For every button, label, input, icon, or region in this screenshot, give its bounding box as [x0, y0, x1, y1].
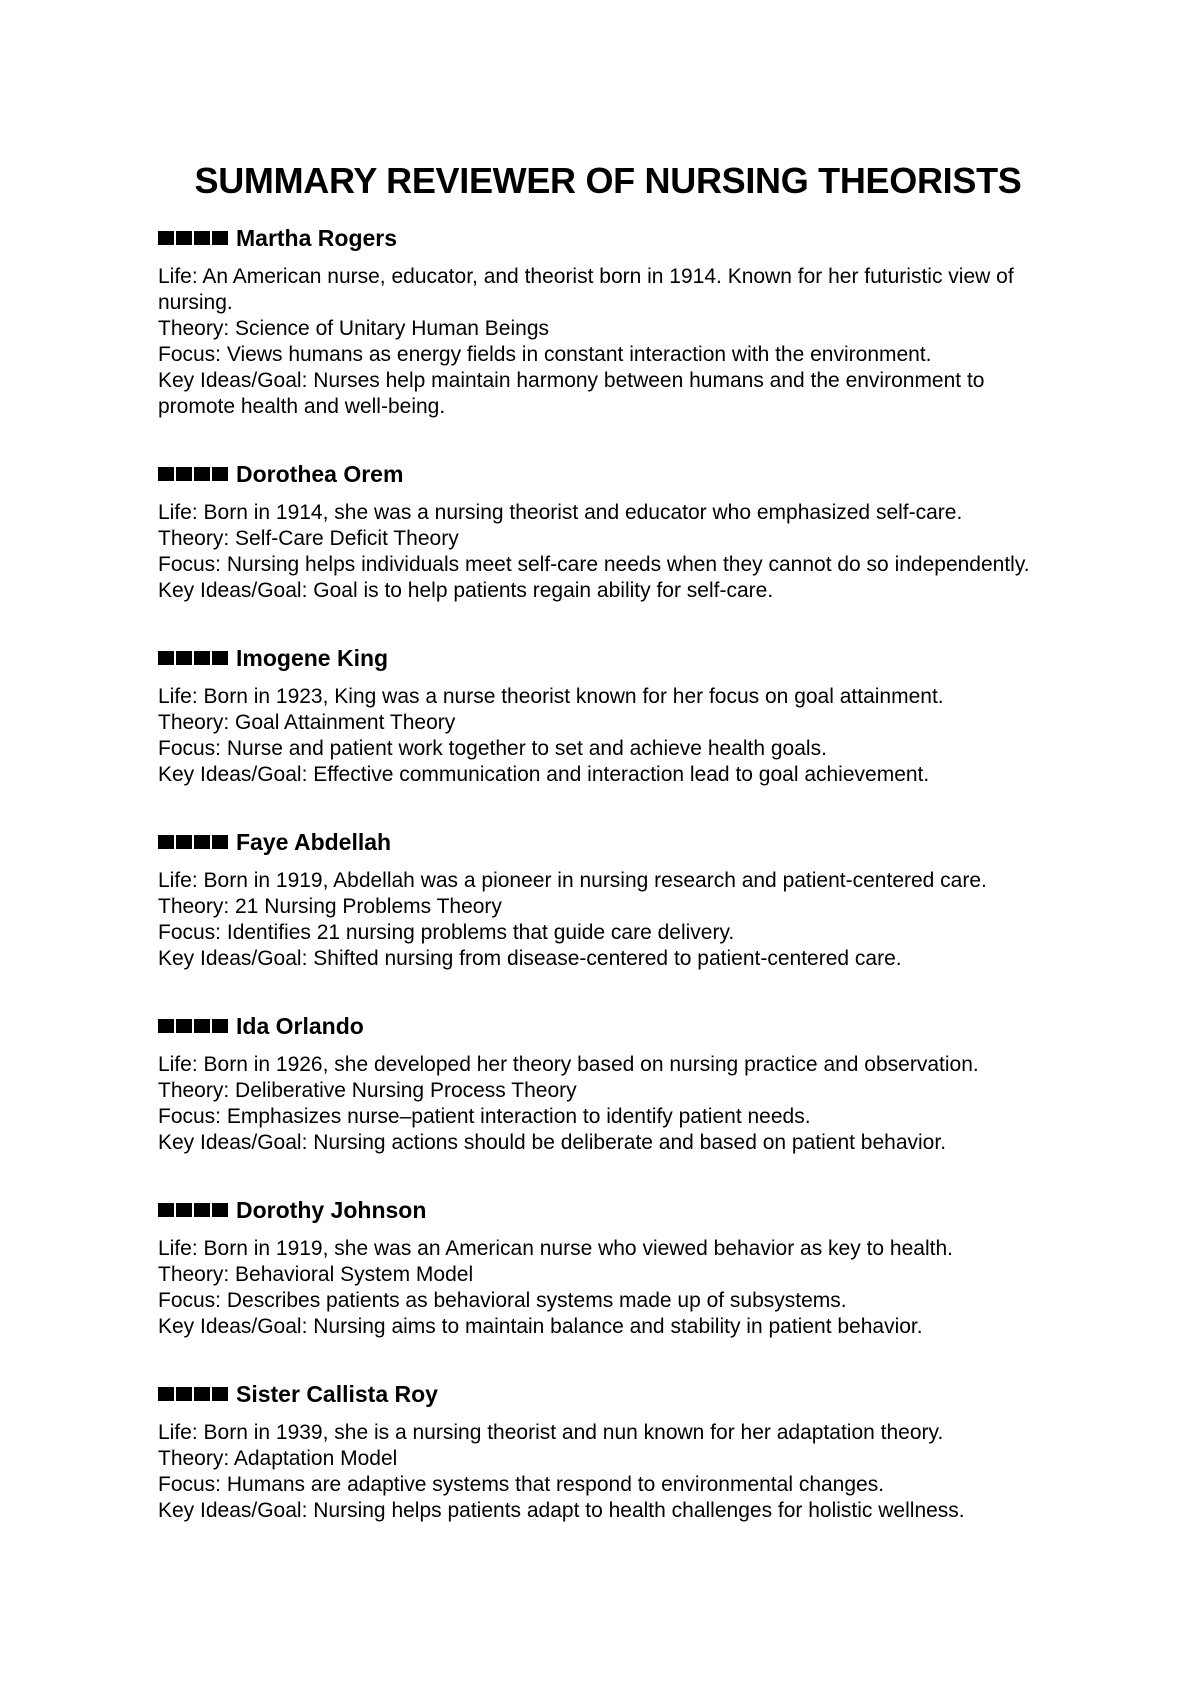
theorist-life: Life: Born in 1919, she was an American nurse who viewed behavior as key to health. — [158, 1237, 953, 1260]
heading-marker-icon — [158, 467, 228, 481]
theorist-theory: Theory: Deliberative Nursing Process Theory — [158, 1079, 577, 1102]
theorist-key-ideas: Key Ideas/Goal: Nursing aims to maintain balance and stability in patient behavior. — [158, 1315, 923, 1338]
theorist-focus: Focus: Describes patients as behavioral systems made up of subsystems. — [158, 1289, 847, 1312]
theorist-name: Ida Orlando — [236, 1012, 364, 1039]
theorist-life: Life: Born in 1926, she developed her theory based on nursing practice and observation. — [158, 1053, 979, 1076]
theorist-life: Life: An American nurse, educator, and theorist born in 1914. Known for her futuristic view of nursing. — [158, 265, 1014, 314]
theorist-section — [158, 1380, 1058, 1524]
theorist-heading — [158, 460, 1058, 488]
theorist-heading — [158, 644, 1058, 672]
theorist-name: Dorothy Johnson — [236, 1196, 427, 1223]
theorist-name: Imogene King — [236, 644, 389, 671]
theorist-key-ideas: Key Ideas/Goal: Shifted nursing from disease-centered to patient-centered care. — [158, 947, 902, 970]
theorist-theory: Theory: Science of Unitary Human Beings — [158, 317, 550, 340]
theorist-heading — [158, 1012, 1058, 1040]
theorist-key-ideas: Key Ideas/Goal: Effective communication and interaction lead to goal achievement. — [158, 763, 930, 786]
heading-marker-icon — [158, 231, 228, 245]
heading-marker-icon — [158, 835, 228, 849]
theorist-key-ideas: Key Ideas/Goal: Nursing actions should be deliberate and based on patient behavior. — [158, 1131, 947, 1154]
theorist-heading — [158, 224, 1058, 252]
theorist-key-ideas: Key Ideas/Goal: Nursing helps patients adapt to health challenges for holistic wellness. — [158, 1499, 965, 1522]
theorist-focus: Focus: Humans are adaptive systems that respond to environmental changes. — [158, 1473, 885, 1496]
theorist-life: Life: Born in 1939, she is a nursing theorist and nun known for her adaptation theory. — [158, 1421, 944, 1444]
theorist-life: Life: Born in 1923, King was a nurse theorist known for her focus on goal attainment. — [158, 685, 944, 708]
heading-marker-icon — [158, 1203, 228, 1217]
document-title: SUMMARY REVIEWER OF NURSING THEORISTS — [194, 160, 1022, 201]
heading-marker-icon — [158, 651, 228, 665]
theorist-name: Sister Callista Roy — [236, 1380, 438, 1407]
theorist-section — [158, 460, 1058, 604]
theorist-life: Life: Born in 1914, she was a nursing theorist and educator who emphasized self-care. — [158, 501, 963, 524]
theorist-name: Martha Rogers — [236, 224, 398, 251]
theorist-focus: Focus: Nurse and patient work together to set and achieve health goals. — [158, 737, 827, 760]
theorist-focus: Focus: Nursing helps individuals meet self-care needs when they cannot do so independently. — [158, 553, 1030, 576]
theorist-list — [158, 224, 1058, 1524]
theorist-heading — [158, 1380, 1058, 1408]
theorist-focus: Focus: Views humans as energy fields in constant interaction with the environment. — [158, 343, 932, 366]
theorist-theory: Theory: Self-Care Deficit Theory — [158, 527, 459, 550]
theorist-theory: Theory: Goal Attainment Theory — [158, 711, 456, 734]
theorist-section — [158, 1196, 1058, 1340]
theorist-key-ideas: Key Ideas/Goal: Nurses help maintain harmony between humans and the environment to promote health and well-being. — [158, 369, 985, 418]
theorist-heading — [158, 828, 1058, 856]
theorist-section — [158, 644, 1058, 788]
heading-marker-icon — [158, 1019, 228, 1033]
theorist-heading — [158, 1196, 1058, 1224]
theorist-theory: Theory: Adaptation Model — [158, 1447, 398, 1470]
theorist-section — [158, 828, 1058, 972]
theorist-theory: Theory: Behavioral System Model — [158, 1263, 474, 1286]
theorist-life: Life: Born in 1919, Abdellah was a pioneer in nursing research and patient-centered care. — [158, 869, 987, 892]
theorist-name: Faye Abdellah — [236, 828, 392, 855]
theorist-name: Dorothea Orem — [236, 460, 404, 487]
heading-marker-icon — [158, 1387, 228, 1401]
theorist-theory: Theory: 21 Nursing Problems Theory — [158, 895, 502, 918]
document-page — [158, 160, 1058, 1564]
theorist-key-ideas: Key Ideas/Goal: Goal is to help patients regain ability for self-care. — [158, 579, 774, 602]
theorist-section — [158, 1012, 1058, 1156]
theorist-section — [158, 224, 1058, 420]
theorist-focus: Focus: Emphasizes nurse–patient interaction to identify patient needs. — [158, 1105, 811, 1128]
theorist-focus: Focus: Identifies 21 nursing problems that guide care delivery. — [158, 921, 735, 944]
